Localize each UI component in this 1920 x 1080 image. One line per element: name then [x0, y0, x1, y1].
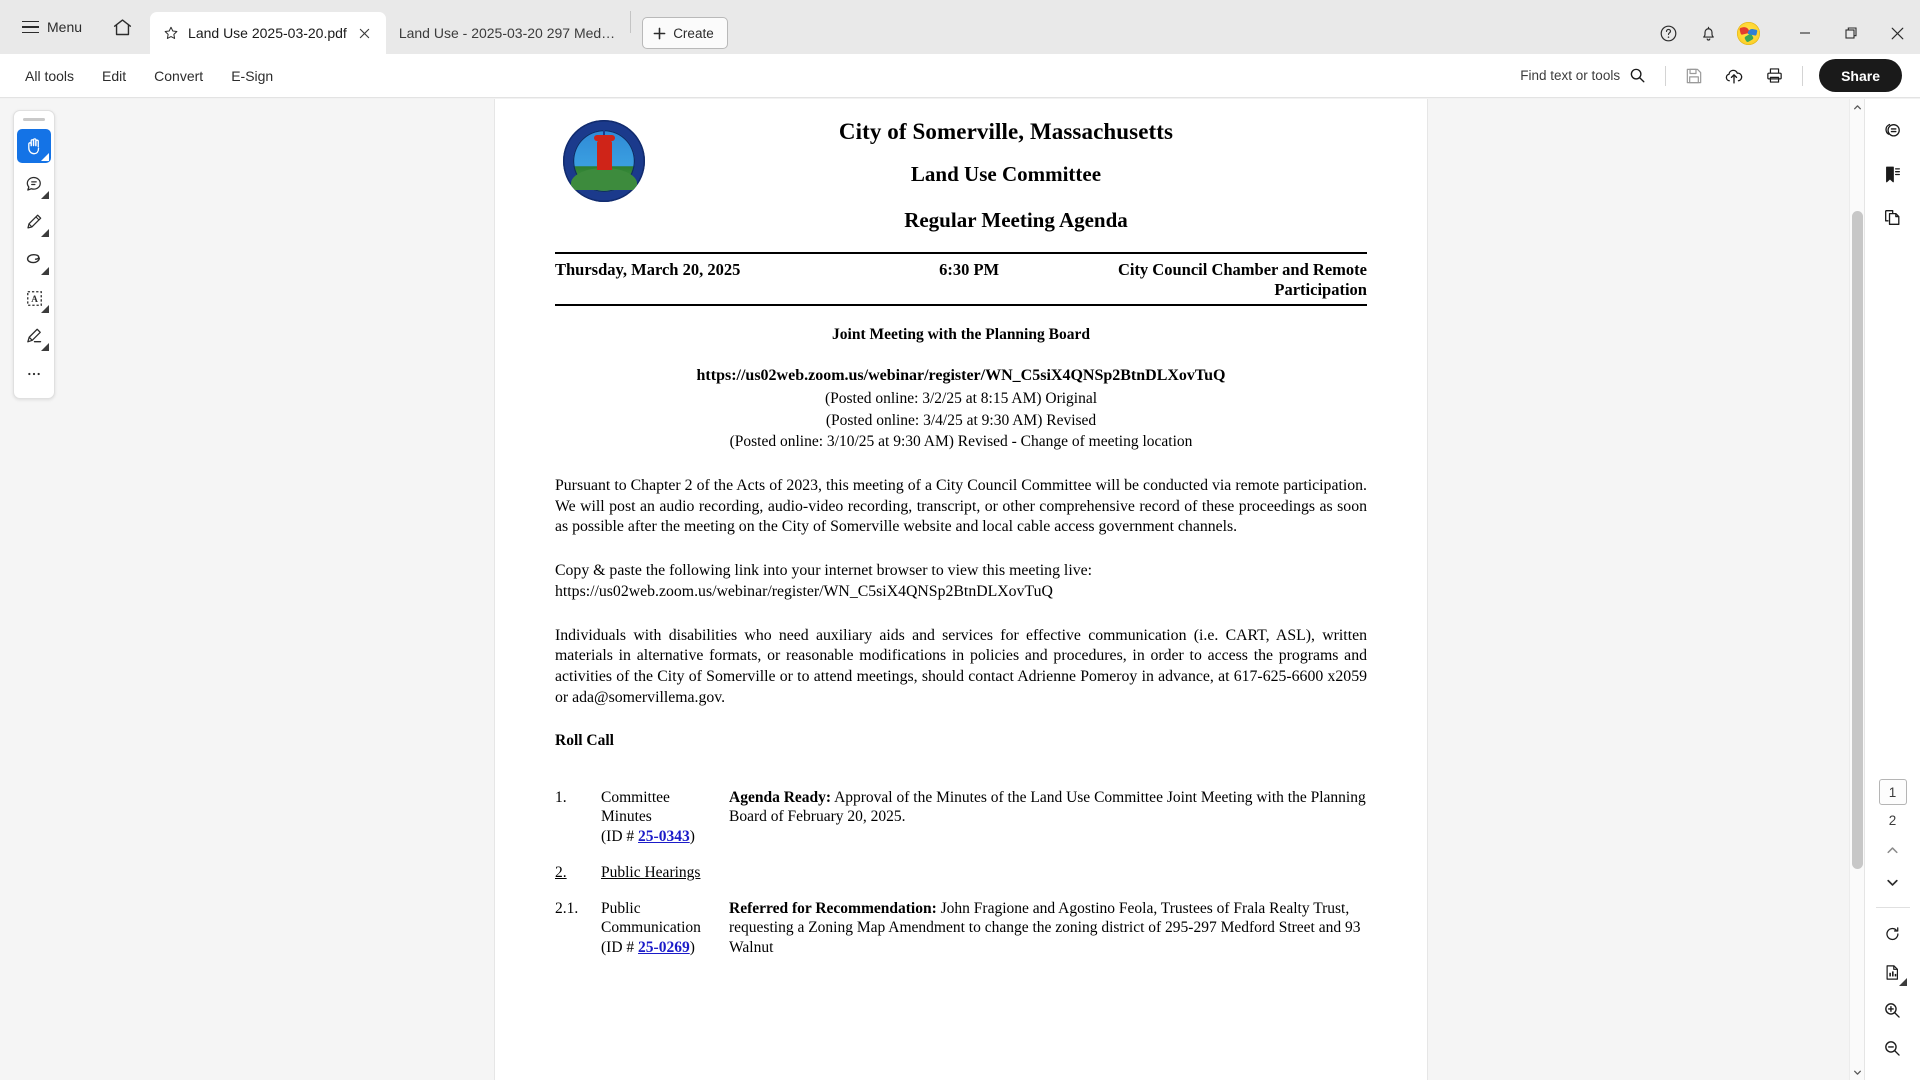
agenda-item-number: 1. [555, 789, 567, 807]
print-icon [1765, 66, 1784, 85]
header-rule-bottom [555, 304, 1367, 306]
hamburger-icon [22, 21, 39, 34]
print-button[interactable] [1755, 59, 1793, 93]
restore-button[interactable] [1828, 12, 1874, 54]
page-thumbnails-panel-button[interactable] [1875, 199, 1911, 235]
agenda-item-status: Agenda Ready: [729, 789, 832, 807]
draw-tool-caret-icon [41, 267, 49, 275]
home-icon [112, 17, 133, 38]
save-icon [1685, 67, 1703, 85]
share-button[interactable] [1819, 59, 1902, 92]
scroll-up-arrow[interactable] [1850, 99, 1865, 115]
text-select-tool-button[interactable] [17, 281, 51, 315]
previous-page-button[interactable] [1875, 835, 1911, 865]
star-icon[interactable] [163, 25, 179, 41]
redact-tool-button[interactable] [17, 319, 51, 353]
next-page-button[interactable] [1875, 867, 1911, 897]
title-tab-bar [0, 0, 1920, 54]
draw-tool-button[interactable] [17, 243, 51, 277]
posted-line-2: (Posted online: 3/4/25 at 9:30 AM) Revised [825, 411, 1097, 429]
agenda-item-status: Referred for Recommendation: [729, 900, 937, 918]
tab-land-use-pdf[interactable] [150, 12, 386, 54]
menu-button[interactable] [10, 9, 94, 45]
agenda-item-description [706, 863, 1367, 882]
agenda-subject-line-1: Public [601, 900, 641, 918]
agenda-item-id [601, 938, 723, 957]
agenda-id-suffix: ) [689, 827, 695, 845]
highlight-tool-button[interactable] [17, 205, 51, 239]
agenda-id-prefix: (ID # [601, 827, 639, 845]
toolbar-item-label: All tools [25, 67, 75, 84]
agenda-id-link[interactable]: 25-0343 [638, 827, 690, 845]
joint-meeting-note: Joint Meeting with the Planning Board [832, 326, 1090, 344]
agenda-item-2 [555, 863, 1367, 882]
agenda-section-heading: Public Hearings [601, 863, 701, 881]
right-rail-page-controls [1865, 779, 1920, 1080]
meeting-location: City Council Chamber and Remote Participation [1117, 260, 1367, 300]
agenda-item-description [729, 788, 1367, 846]
fit-page-caret-icon [1899, 978, 1907, 986]
fit-page-button[interactable] [1875, 954, 1911, 990]
right-tool-rail [1864, 99, 1920, 1080]
document-titles [645, 117, 1367, 233]
paragraph-remote-participation: Pursuant to Chapter 2 of the Acts of 2023, this meeting of a City Council Committee will be conducted via remote participation. We will post an audio recording, audio-video recording, transcript, or other comprehensive record of these proceedings as soon as possible after the meeting on the City of Somerville website and local cable access government channels. [555, 477, 1367, 536]
agenda-item-subject [601, 899, 729, 957]
create-button-label: Create [673, 25, 714, 41]
pdf-page-1 [495, 99, 1427, 1080]
toolbar-item-all-tools[interactable] [12, 60, 87, 92]
tab-divider [630, 11, 631, 33]
menu-button-label: Menu [47, 19, 83, 35]
left-tool-rail [13, 110, 55, 399]
roll-call-heading: Roll Call [555, 732, 614, 750]
agenda-item-1 [555, 788, 1367, 846]
hand-tool-button[interactable] [17, 129, 51, 163]
document-header [555, 117, 1367, 233]
right-rail-separator [1876, 907, 1910, 908]
document-scrollbar[interactable] [1849, 99, 1864, 1080]
find-label: Find text or tools [1520, 68, 1621, 83]
copy-paste-line-1: Copy & paste the following link into your internet browser to view this meeting live: [555, 562, 1093, 580]
window-controls-group [1648, 12, 1920, 54]
comment-tool-caret-icon [41, 191, 49, 199]
meeting-info-row [555, 254, 1367, 304]
toolbar-separator [1665, 66, 1666, 86]
right-rail-panels [1875, 99, 1911, 235]
doc-title-city: City of Somerville, Massachusetts [838, 119, 1174, 144]
rotate-button[interactable] [1875, 916, 1911, 952]
agenda-item-number: 2.1. [555, 900, 579, 918]
cloud-upload-button[interactable] [1715, 59, 1753, 93]
agenda-subject-line-2: Minutes [601, 808, 652, 826]
save-button[interactable] [1675, 59, 1713, 93]
toolbar-item-edit[interactable] [89, 60, 139, 92]
agenda-item-2-1 [555, 899, 1367, 957]
page-number-2[interactable]: 2 [1888, 812, 1897, 828]
cloud-upload-icon [1724, 66, 1744, 86]
page-number-1[interactable]: 1 [1879, 779, 1907, 805]
tabbar-left-group [0, 0, 728, 54]
scrollbar-thumb[interactable] [1852, 211, 1863, 869]
text-select-tool-caret-icon [41, 305, 49, 313]
toolbar-item-label: Edit [102, 67, 127, 84]
agenda-item-id [601, 827, 723, 846]
bell-icon [1699, 24, 1718, 43]
agenda-id-link[interactable]: 25-0269 [638, 938, 690, 956]
bookmarks-panel-button[interactable] [1875, 156, 1911, 192]
agenda-item-number: 2. [555, 863, 567, 881]
agenda-subject-line-1: Committee [601, 789, 670, 807]
zoom-out-button[interactable] [1875, 1030, 1911, 1066]
create-button[interactable] [642, 17, 728, 49]
toolbar-item-esign[interactable] [218, 60, 286, 92]
posted-line-3: (Posted online: 3/10/25 at 9:30 AM) Revised - Change of meeting location [729, 433, 1193, 451]
help-button[interactable] [1648, 15, 1688, 51]
zoom-in-button[interactable] [1875, 992, 1911, 1028]
document-viewport[interactable] [0, 99, 1920, 1080]
agenda-item-text: John Fragione and Agostino Feola, Trustees of Frala Realty Trust, requesting a Zoning Map Amendment to change the zoning district of 295-297 Medford Street and 93 Walnut [729, 900, 1361, 956]
tab-title: Land Use 2025-03-20.pdf [188, 25, 347, 41]
agenda-item-description [729, 899, 1367, 957]
home-button[interactable] [102, 7, 142, 47]
tab-land-use-297-medford[interactable] [386, 12, 627, 54]
rail-drag-handle[interactable] [23, 118, 45, 121]
doc-title-agenda: Regular Meeting Agenda [904, 208, 1128, 232]
paragraph-accessibility: Individuals with disabilities who need auxiliary aids and services for effective communication (i.e. CART, ASL), written materials in alternative formats, or reasonable modifications in policies and procedures, in order to access the programs and activities of the City of Somerville or to attend meetings, should contact Adrienne Pomeroy in advance, at 617-625-6600 x2059 or ada@somervillema.gov. [555, 626, 1367, 706]
scroll-down-arrow[interactable] [1850, 1064, 1865, 1080]
comment-tool-button[interactable] [17, 167, 51, 201]
toolbar-item-label: E-Sign [231, 67, 274, 84]
help-icon [1659, 24, 1678, 43]
account-button[interactable] [1728, 15, 1768, 51]
more-tools-button[interactable] [17, 357, 51, 391]
tab-strip [150, 0, 728, 54]
zoom-registration-link[interactable]: https://us02web.zoom.us/webinar/register/WN_C5siX4QNSp2BtnDLXovTuQ [696, 367, 1226, 385]
toolbar-menu-group [0, 60, 286, 92]
plus-icon [653, 27, 666, 40]
main-toolbar [0, 54, 1920, 98]
share-button-label: Share [1841, 67, 1880, 84]
agenda-item-text: Approval of the Minutes of the Land Use Committee Joint Meeting with the Planning Board of February 20, 2025. [729, 789, 1366, 826]
toolbar-separator [1802, 66, 1803, 86]
redact-tool-caret-icon [41, 343, 49, 351]
tab-close-icon[interactable] [356, 24, 374, 42]
toolbar-right-group [1508, 59, 1920, 93]
toolbar-item-label: Convert [154, 67, 204, 84]
toolbar-item-convert[interactable] [141, 60, 216, 92]
meeting-time: 6:30 PM [939, 260, 1000, 279]
svg-text:A: A [30, 293, 38, 304]
paragraph-copy-paste [555, 561, 1367, 602]
posted-line-1: (Posted online: 3/2/25 at 8:15 AM) Original [824, 390, 1098, 408]
highlight-tool-caret-icon [41, 229, 49, 237]
tab-title: Land Use - 2025-03-20 297 Med… [398, 25, 616, 41]
hand-tool-caret-icon [41, 153, 49, 161]
agenda-id-suffix: ) [689, 938, 695, 956]
notifications-button[interactable] [1688, 15, 1728, 51]
close-button[interactable] [1874, 12, 1920, 54]
agenda-subject-line-2: Communication [601, 919, 701, 937]
window-buttons [1782, 12, 1920, 54]
agenda-id-prefix: (ID # [601, 938, 639, 956]
minimize-button[interactable] [1782, 12, 1828, 54]
comment-panel-button[interactable] [1875, 113, 1911, 149]
doc-title-committee: Land Use Committee [910, 162, 1102, 186]
agenda-list [555, 788, 1367, 957]
search-icon [1629, 67, 1646, 84]
copy-paste-link: https://us02web.zoom.us/webinar/register/WN_C5siX4QNSp2BtnDLXovTuQ [555, 582, 1053, 600]
city-seal-icon [563, 120, 645, 202]
find-button[interactable] [1508, 60, 1656, 92]
agenda-item-subject [601, 788, 729, 846]
meeting-date: Thursday, March 20, 2025 [555, 260, 741, 279]
avatar [1737, 22, 1760, 45]
